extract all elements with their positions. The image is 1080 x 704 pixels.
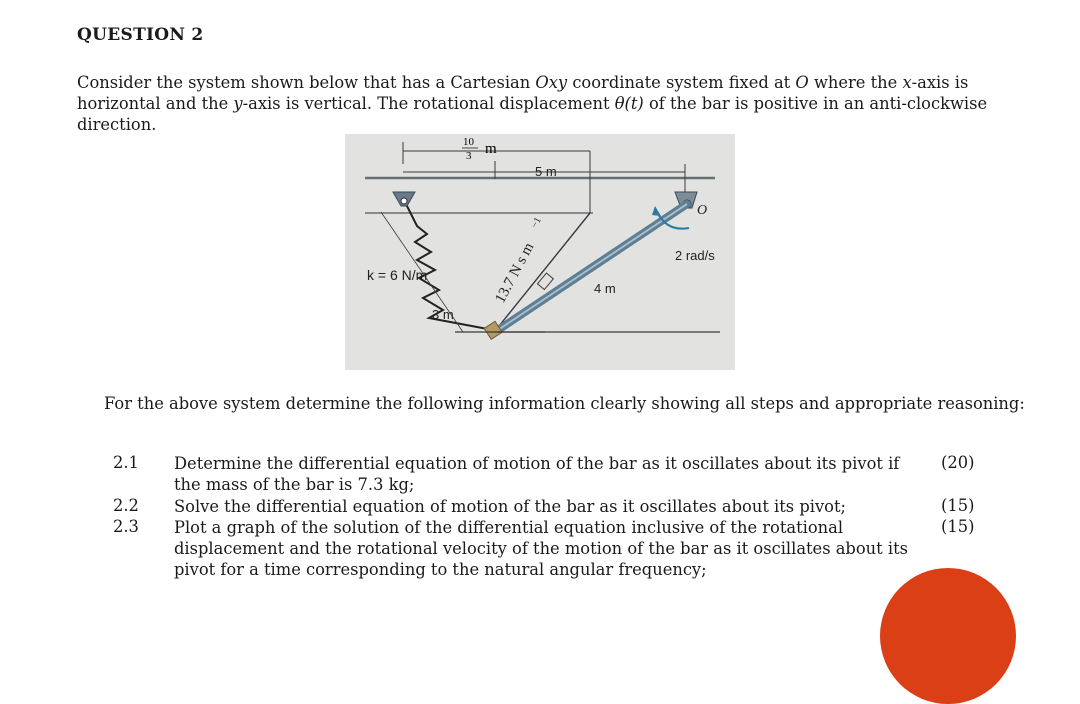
question-text: Plot a graph of the solution of the differential equation inclusive of the rotational displacement and the rotational velocity of the motion of the bar as it oscillates about its pivot for a time corresponding to the natural angular frequency; xyxy=(174,518,908,579)
question-marks: (20) xyxy=(941,453,975,472)
question-heading: QUESTION 2 xyxy=(77,25,204,45)
dim-5m-label: 5 m xyxy=(535,164,557,179)
spring-constant-label: k = 6 N/m xyxy=(367,267,428,283)
damper-exponent: −1 xyxy=(529,215,544,231)
pivot-label: O xyxy=(697,203,708,218)
dim-top-numerator: 10 xyxy=(463,136,474,148)
dim-top-unit: m xyxy=(485,141,497,157)
spring-length-label: 3 m xyxy=(432,307,454,322)
question-number: 2.3 xyxy=(113,517,139,536)
intro-paragraph: Consider the system shown below that has a Cartesian Oxy coordinate system fixed at O where the x-axis is horizontal and the y-axis is vertical. The rotational displacement θ(t) of the bar is positive in an anti-clockwise direction. xyxy=(77,73,988,134)
angular-velocity-label: 2 rad/s xyxy=(675,248,715,263)
question-text: Determine the differential equation of motion of the bar as it oscillates about its pivot if the mass of the bar is 7.3 kg; xyxy=(174,454,900,494)
question-marks: (15) xyxy=(941,517,975,536)
instructions-text: For the above system determine the following information clearly showing all steps and appropriate reasoning: xyxy=(104,394,1025,413)
question-number: 2.1 xyxy=(113,453,139,472)
question-marks: (15) xyxy=(941,496,975,515)
mechanism-figure xyxy=(345,134,735,370)
bar-length-label: 4 m xyxy=(594,281,616,296)
question-text: Solve the differential equation of motion of the bar as it oscillates about its pivot; xyxy=(174,497,846,516)
dim-top-denominator: 3 xyxy=(466,150,472,162)
question-number: 2.2 xyxy=(113,496,139,515)
floating-action-button[interactable] xyxy=(880,568,1016,704)
damper-label: 13.7 N s m xyxy=(492,240,538,306)
